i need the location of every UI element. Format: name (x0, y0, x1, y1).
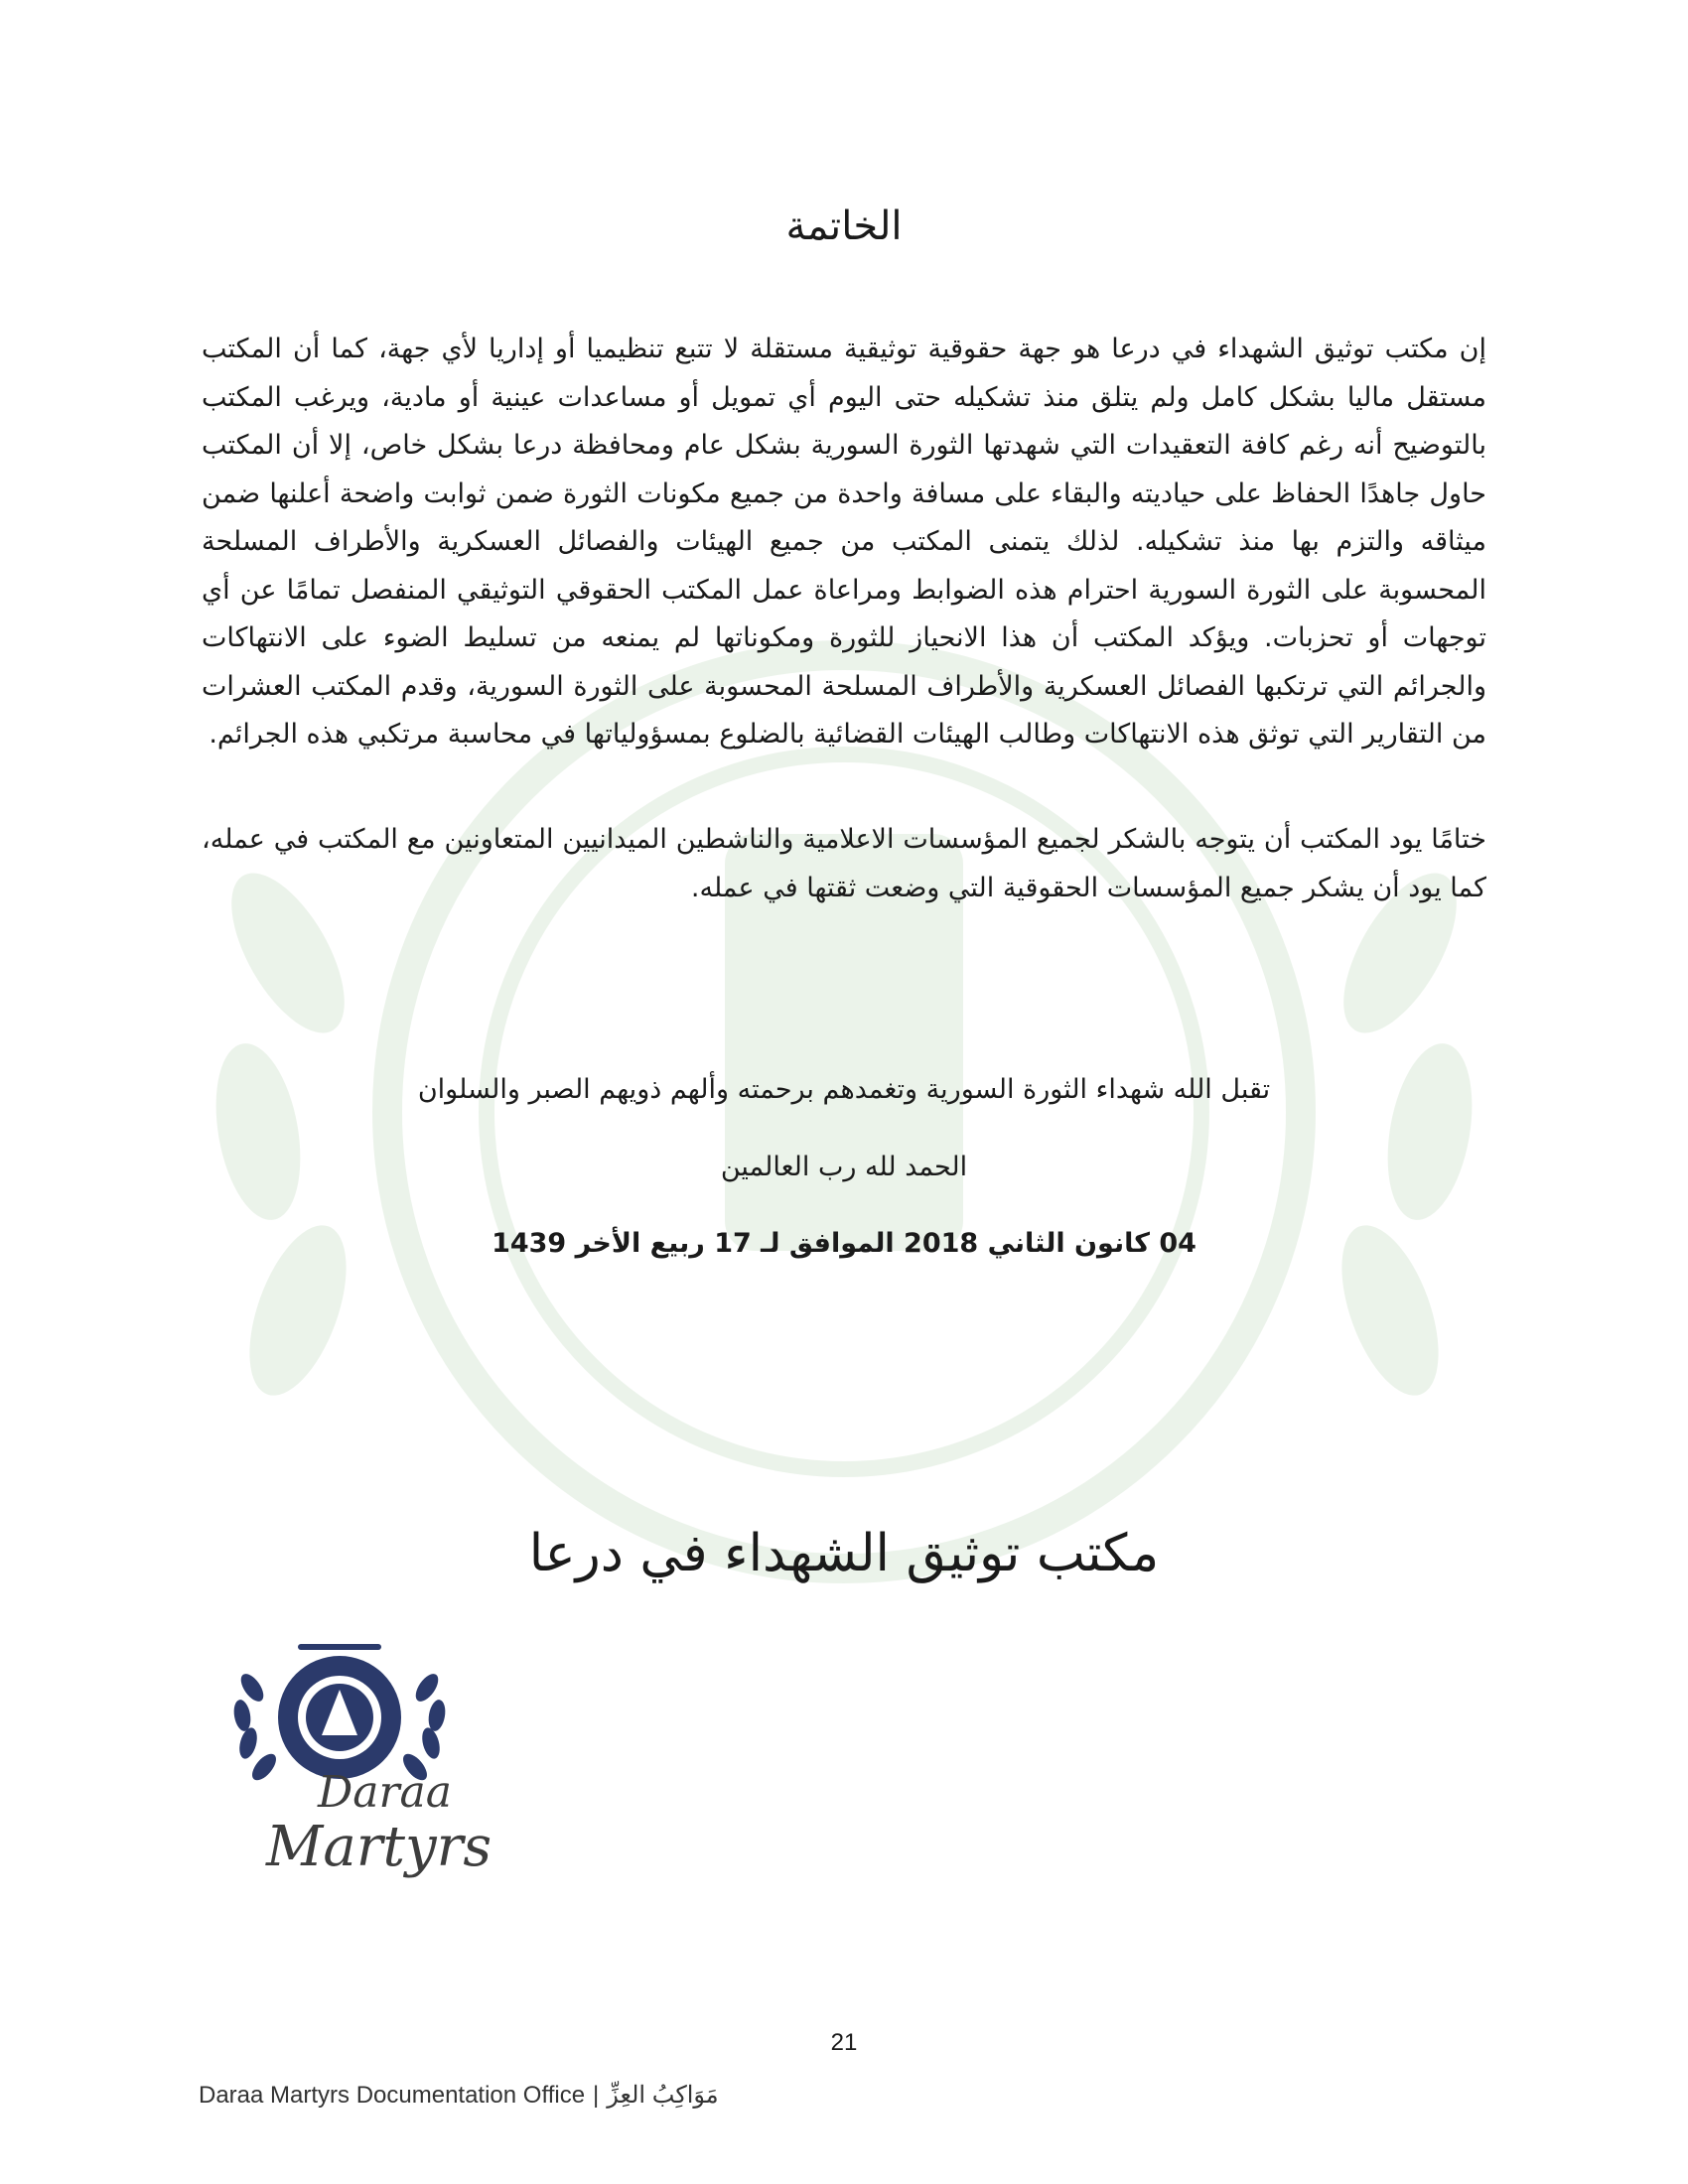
date-line: 04 كانون الثاني 2018 الموافق لـ 17 ربيع الأخر 1439 (492, 1228, 1196, 1259)
footer-arabic: مَوَاكِبُ العِزِّ (607, 2082, 719, 2109)
logo-text-martyrs: Martyrs (266, 1815, 492, 1879)
footer (199, 2081, 719, 2110)
praise-line: الحمد لله رب العالمين (720, 1152, 968, 1182)
footer-english: Daraa Martyrs Documentation Office (199, 2082, 586, 2109)
footer-separator: | (593, 2082, 600, 2109)
page-title: الخاتمة (785, 204, 903, 249)
closing-paragraph: ختامًا يود المكتب أن يتوجه بالشكر لجميع المؤسسات الاعلامية والناشطين الميدانيين المتعاونين مع المكتب في عمله، كما يود أن يشكر جميع المؤسسات الحقوقية التي وضعت ثقتها في عمله. (202, 824, 1486, 903)
logo-text-daraa: Daraa (318, 1767, 453, 1818)
page-number: 21 (830, 2029, 858, 2056)
body-paragraph: إن مكتب توثيق الشهداء في درعا هو جهة حقوقية توثيقية مستقلة لا تتبع تنظيميا أو إداريا لأي جهة، كما أن المكتب مستقل ماليا بشكل كامل ولم يتلق منذ تشكيله حتى اليوم أي تمويل أو مساعدات عينية أو مادية، ويرغب المكتب بالتوضيح أنه رغم كافة التعقيدات التي شهدتها الثورة السورية بشكل عام ومحافظة درعا بشكل خاص، إلا أن المكتب حاول جاهدًا الحفاظ على حياديته والبقاء على مسافة واحدة من جميع مكونات الثورة ضمن ثوابت واضحة أعلنها ضمن ميثاقه والتزم بها منذ تشكيله. لذلك يتمنى المكتب من جميع الهيئات والفصائل العسكرية والأطراف المسلحة المحسوبة على الثورة السورية احترام هذه الضوابط ومراعاة عمل المكتب الحقوقي التوثيقي المنفصل تمامًا عن أي توجهات أو تحزبات. ويؤكد المكتب أن هذا الانحياز للثورة ومكوناتها لم يمنعه من تسليط الضوء على الانتهاكات والجرائم التي ترتكبها الفصائل العسكرية والأطراف المسلحة المحسوبة على الثورة السورية، وقدم المكتب العشرات من التقارير التي توثق هذه الانتهاكات وطالب الهيئات القضائية بالضلوع بمسؤولياتها في محاسبة مرتكبي هذه الجرائم. (202, 334, 1486, 750)
prayer-line: تقبل الله شهداء الثورة السورية وتغمدهم برحمته وألهم ذويهم الصبر والسلوان (417, 1074, 1271, 1105)
office-name-heading: مكتب توثيق الشهداء في درعا (528, 1524, 1160, 1583)
